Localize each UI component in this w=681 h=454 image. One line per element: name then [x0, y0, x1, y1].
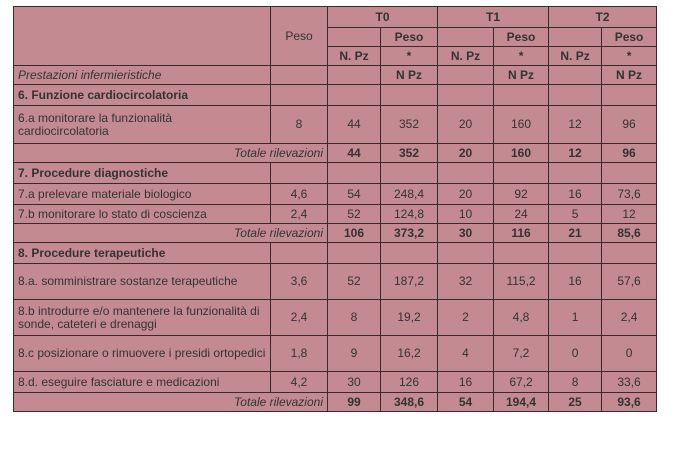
row-t2-peso: 12	[602, 205, 657, 224]
row-t0-npz: 52	[328, 205, 381, 224]
row-t0-peso: 19,2	[381, 300, 438, 336]
prestazioni-row	[14, 66, 657, 85]
header-npz-t0: N. Pz	[328, 47, 381, 66]
total-t2-npz: 12	[549, 144, 602, 163]
section-title: 6. Funzione cardiocircolatoria	[14, 85, 271, 106]
row-peso: 2,4	[271, 205, 328, 224]
header-blank-t0	[328, 28, 381, 47]
table-row	[14, 372, 657, 393]
row-label: 7.a prelevare materiale biologico	[14, 184, 271, 205]
row-t0-peso: 187,2	[381, 264, 438, 300]
row-t1-npz: 2	[438, 300, 494, 336]
header-peso-t0: Peso	[381, 28, 438, 47]
empty-cell	[328, 163, 381, 184]
table-row	[14, 205, 657, 224]
header-peso-t1: Peso	[494, 28, 549, 47]
total-t2-peso: 85,6	[602, 224, 657, 243]
row-peso: 4,2	[271, 372, 328, 393]
section-title-row	[14, 163, 657, 184]
header-group-t0: T0	[328, 7, 438, 28]
total-t0-npz: 44	[328, 144, 381, 163]
total-t1-npz: 20	[438, 144, 494, 163]
row-t1-peso: 7,2	[494, 336, 549, 372]
empty-cell	[438, 163, 494, 184]
empty-cell	[602, 163, 657, 184]
section-title: 7. Procedure diagnostiche	[14, 163, 271, 184]
header-corner-cell	[14, 7, 271, 66]
total-t1-peso: 194,4	[494, 393, 549, 412]
row-t2-npz: 5	[549, 205, 602, 224]
total-t1-npz: 30	[438, 224, 494, 243]
header-row-groups	[14, 7, 657, 28]
table-row	[14, 300, 657, 336]
row-t1-peso: 115,2	[494, 264, 549, 300]
row-label: 8.b introdurre e/o mantenere la funzionalità di sonde, cateteri e drenaggi	[14, 300, 271, 336]
total-t0-peso: 373,2	[381, 224, 438, 243]
empty-cell	[328, 243, 381, 264]
row-label: 8.d. eseguire fasciature e medicazioni	[14, 372, 271, 393]
row-peso: 4,6	[271, 184, 328, 205]
header-npz2-t2: N Pz	[602, 66, 657, 85]
header-star-t0: *	[381, 47, 438, 66]
row-t0-peso: 16,2	[381, 336, 438, 372]
table-row	[14, 106, 657, 144]
section-title-row	[14, 243, 657, 264]
row-t0-peso: 248,4	[381, 184, 438, 205]
header-npz-t1: N. Pz	[438, 47, 494, 66]
row-t1-peso: 67,2	[494, 372, 549, 393]
empty-cell	[381, 243, 438, 264]
row-t1-npz: 10	[438, 205, 494, 224]
row-label: 7.b monitorare lo stato di coscienza	[14, 205, 271, 224]
empty-cell	[602, 85, 657, 106]
section-title: 8. Procedure terapeutiche	[14, 243, 271, 264]
total-t0-npz: 99	[328, 393, 381, 412]
total-label: Totale rilevazioni	[14, 393, 328, 412]
row-t0-peso: 126	[381, 372, 438, 393]
header-peso-t2: Peso	[602, 28, 657, 47]
row-peso: 2,4	[271, 300, 328, 336]
total-t2-peso: 93,6	[602, 393, 657, 412]
row-peso: 1,8	[271, 336, 328, 372]
total-label: Totale rilevazioni	[14, 224, 328, 243]
empty-cell	[328, 85, 381, 106]
table-row	[14, 184, 657, 205]
row-t1-npz: 32	[438, 264, 494, 300]
row-t0-peso: 352	[381, 106, 438, 144]
header-npz2-t0: N Pz	[381, 66, 438, 85]
row-label: 8.c posizionare o rimuovere i presidi ortopedici	[14, 336, 271, 372]
total-label: Totale rilevazioni	[14, 144, 328, 163]
empty-cell	[549, 66, 602, 85]
row-t1-npz: 20	[438, 106, 494, 144]
total-t0-peso: 352	[381, 144, 438, 163]
empty-cell	[381, 85, 438, 106]
row-t1-peso: 92	[494, 184, 549, 205]
header-peso: Peso	[271, 7, 328, 66]
table-row	[14, 264, 657, 300]
empty-cell	[549, 163, 602, 184]
prestazioni-label: Prestazioni infermieristiche	[14, 66, 271, 85]
header-npz-t2: N. Pz	[549, 47, 602, 66]
row-t1-npz: 20	[438, 184, 494, 205]
empty-cell	[328, 66, 381, 85]
empty-cell	[494, 243, 549, 264]
empty-cell	[271, 243, 328, 264]
total-t2-npz: 21	[549, 224, 602, 243]
header-npz2-t1: N Pz	[494, 66, 549, 85]
data-table	[13, 6, 657, 412]
total-t1-npz: 54	[438, 393, 494, 412]
row-t1-peso: 4,8	[494, 300, 549, 336]
total-t1-peso: 160	[494, 144, 549, 163]
total-row	[14, 144, 657, 163]
row-t0-npz: 52	[328, 264, 381, 300]
row-t2-npz: 12	[549, 106, 602, 144]
row-t2-npz: 0	[549, 336, 602, 372]
header-group-t2: T2	[549, 7, 657, 28]
header-star-t1: *	[494, 47, 549, 66]
total-t2-peso: 96	[602, 144, 657, 163]
header-blank-t1	[438, 28, 494, 47]
row-t2-peso: 2,4	[602, 300, 657, 336]
total-t2-npz: 25	[549, 393, 602, 412]
row-t0-npz: 44	[328, 106, 381, 144]
empty-cell	[494, 163, 549, 184]
row-t0-npz: 30	[328, 372, 381, 393]
header-star-t2: *	[602, 47, 657, 66]
row-label: 8.a. somministrare sostanze terapeutiche	[14, 264, 271, 300]
row-t2-peso: 73,6	[602, 184, 657, 205]
row-t1-peso: 160	[494, 106, 549, 144]
row-t2-peso: 96	[602, 106, 657, 144]
empty-cell	[602, 243, 657, 264]
row-t2-npz: 16	[549, 264, 602, 300]
row-t2-peso: 57,6	[602, 264, 657, 300]
empty-cell	[549, 243, 602, 264]
section-title-row	[14, 85, 657, 106]
row-peso: 8	[271, 106, 328, 144]
row-t1-npz: 4	[438, 336, 494, 372]
empty-cell	[549, 85, 602, 106]
row-t2-npz: 16	[549, 184, 602, 205]
total-row	[14, 393, 657, 412]
empty-cell	[271, 66, 328, 85]
row-t0-npz: 9	[328, 336, 381, 372]
total-t0-peso: 348,6	[381, 393, 438, 412]
empty-cell	[494, 85, 549, 106]
empty-cell	[438, 243, 494, 264]
row-t1-npz: 16	[438, 372, 494, 393]
row-t2-peso: 0	[602, 336, 657, 372]
row-label: 6.a monitorare la funzionalità cardiocircolatoria	[14, 106, 271, 144]
row-peso: 3,6	[271, 264, 328, 300]
header-group-t1: T1	[438, 7, 549, 28]
table-row	[14, 336, 657, 372]
header-blank-t2	[549, 28, 602, 47]
row-t1-peso: 24	[494, 205, 549, 224]
total-row	[14, 224, 657, 243]
empty-cell	[438, 85, 494, 106]
empty-cell	[271, 163, 328, 184]
empty-cell	[438, 66, 494, 85]
total-t1-peso: 116	[494, 224, 549, 243]
row-t2-peso: 33,6	[602, 372, 657, 393]
row-t0-npz: 8	[328, 300, 381, 336]
row-t2-npz: 8	[549, 372, 602, 393]
empty-cell	[271, 85, 328, 106]
row-t0-npz: 54	[328, 184, 381, 205]
row-t0-peso: 124,8	[381, 205, 438, 224]
total-t0-npz: 106	[328, 224, 381, 243]
row-t2-npz: 1	[549, 300, 602, 336]
empty-cell	[381, 163, 438, 184]
